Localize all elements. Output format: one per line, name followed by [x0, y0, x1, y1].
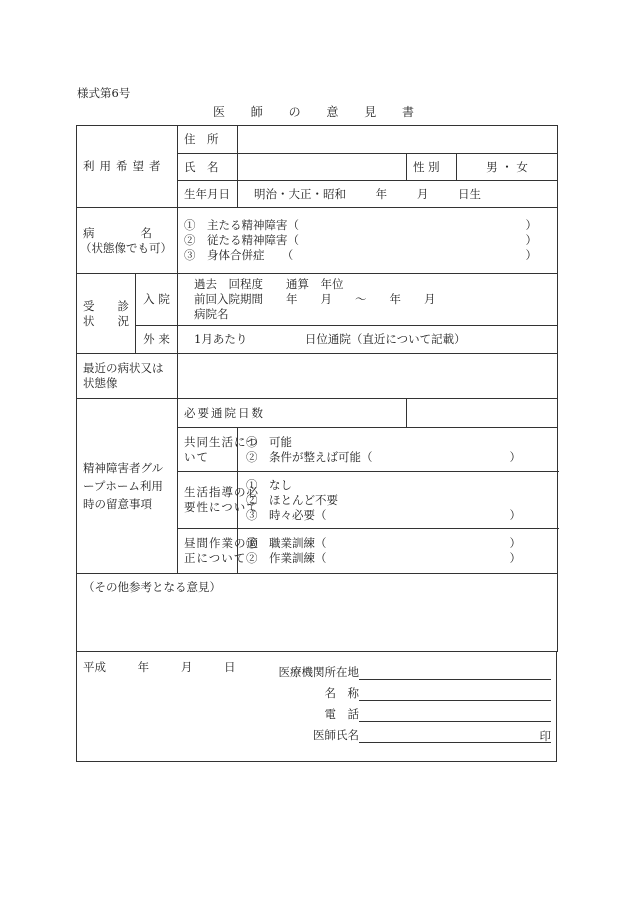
seal-mark: 印: [539, 729, 551, 743]
guidance-option: ② ほとんど不要: [246, 492, 338, 507]
document-title: 医 師 の 意 見 書: [212, 105, 426, 119]
gender-options[interactable]: 男 ・ 女: [457, 154, 558, 181]
daytime-option: ① 職業訓練（ ）: [246, 536, 522, 550]
birth-eras: 明治・大正・昭和: [254, 186, 346, 201]
visit-days-text: 必要通院日数: [184, 405, 265, 420]
outpatient-label: 外 来: [136, 326, 178, 354]
communal-label: 共同生活について: [178, 428, 238, 472]
disease-item: ③ 身体合併症 （ ）: [184, 248, 538, 262]
date-year: 年: [137, 660, 150, 674]
birth-day: 日生: [457, 186, 481, 201]
facility-name-label: 名 称: [324, 686, 359, 700]
daytime-label: 昼間作業の適正について: [178, 529, 238, 574]
guidance-label: 生活指導の必要性について: [178, 472, 238, 529]
issue-date: [83, 659, 263, 675]
disease-label: [77, 208, 178, 274]
phone-label: 電 話: [324, 707, 359, 721]
communal-field[interactable]: [238, 428, 558, 472]
phone-row: [277, 701, 551, 722]
facility-address-label: 医療機関所在地: [278, 665, 359, 679]
opinion-form-table: [76, 125, 558, 652]
other-opinion-field[interactable]: [77, 574, 558, 652]
daytime-field[interactable]: [238, 529, 558, 574]
visit-days-field[interactable]: [407, 399, 558, 428]
address-label: 住 所: [178, 126, 238, 154]
daytime-option: ② 作業訓練（ ）: [246, 551, 522, 565]
recent-state-field[interactable]: [178, 354, 558, 399]
birth-month: 月: [416, 186, 429, 201]
other-opinion-label: （その他参考となる意見）: [83, 580, 221, 594]
doctor-name-row: [277, 722, 551, 743]
name-label: 氏 名: [178, 154, 238, 181]
facility-name-row: [277, 680, 551, 701]
name-field[interactable]: [238, 154, 407, 181]
communal-option: ② 条件が整えば可能（ ）: [246, 449, 522, 464]
birth-label: 生年月日: [178, 181, 238, 208]
form-number: 様式第6号: [77, 86, 131, 100]
date-day: 日: [223, 660, 236, 674]
disease-item: ② 従たる精神障害（ ）: [184, 233, 538, 247]
visit-days-label: [178, 399, 407, 428]
disease-item: ① 主たる精神障害（ ）: [184, 218, 538, 232]
facility-address-field[interactable]: [359, 665, 551, 680]
inpatient-line: 過去 回程度 通算 年位: [194, 277, 344, 291]
gender-label: 性 別: [407, 154, 457, 181]
birth-year: 年: [375, 186, 388, 201]
guidance-option: ③ 時々必要（ ）: [246, 507, 522, 522]
facility-address-row: [277, 659, 551, 680]
phone-field[interactable]: [359, 707, 551, 722]
doctor-name-field[interactable]: [359, 728, 551, 743]
disease-label-line1: 病 名: [83, 225, 152, 240]
applicant-label: 利用希望者: [77, 126, 178, 208]
facility-name-field[interactable]: [359, 686, 551, 701]
signature-block: [277, 659, 551, 743]
signature-area: [76, 651, 557, 762]
recent-state-label: 最近の病状又は状態像: [77, 354, 178, 399]
address-field[interactable]: [238, 126, 558, 154]
consultation-label-top: 受 診: [83, 298, 129, 313]
guidance-option: ① なし: [246, 477, 292, 492]
consultation-label-bottom: 状 況: [83, 313, 129, 328]
date-era: 平成: [83, 660, 106, 674]
consultation-label: [77, 274, 136, 354]
inpatient-line: 病院名: [194, 307, 229, 321]
communal-option: ① 可能: [246, 434, 292, 449]
inpatient-line: 前回入院期間 年 月 〜 年 月: [194, 292, 436, 306]
doctor-name-label: 医師氏名: [313, 728, 359, 742]
outpatient-field[interactable]: 1月あたり 日位通院（直近について記載）: [178, 326, 558, 354]
disease-field[interactable]: [178, 208, 558, 274]
inpatient-label: 入 院: [136, 274, 178, 326]
disease-label-line2: （状態像でも可）: [80, 240, 172, 255]
group-home-label: 精神障害者グループホーム利用時の留意事項: [77, 399, 178, 574]
date-month: 月: [180, 660, 193, 674]
inpatient-field[interactable]: [178, 274, 558, 326]
birth-field[interactable]: [238, 181, 558, 208]
guidance-field[interactable]: [238, 472, 558, 529]
